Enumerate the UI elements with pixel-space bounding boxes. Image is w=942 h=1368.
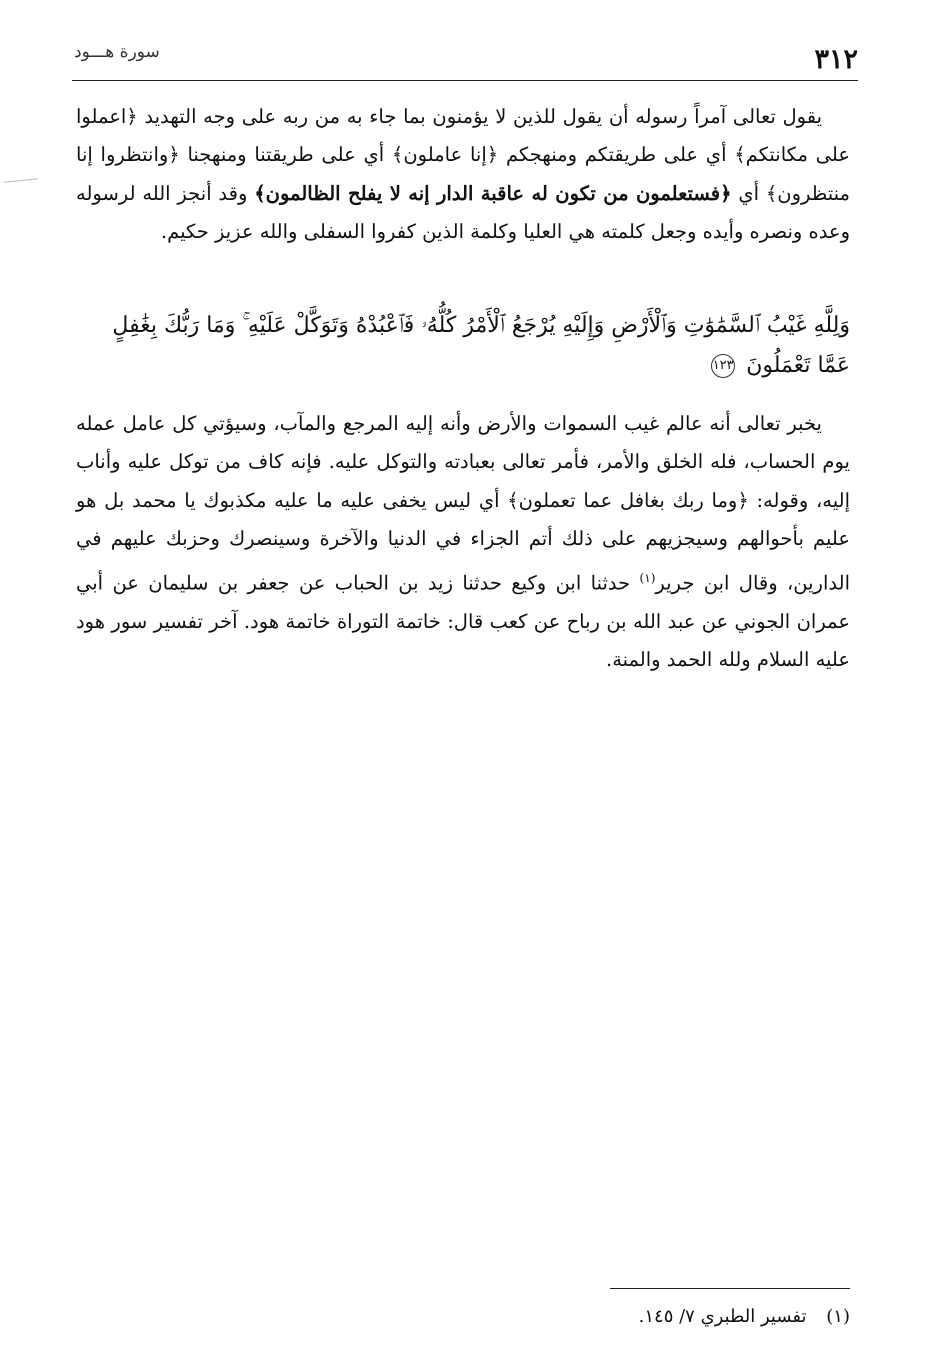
text-run: وقد أنجز الله لرسوله وعده ونصره وأيده وجعل كلمته هي العليا وكلمة الذين كفروا السفلى والله عزيز حكيم. — [76, 181, 850, 244]
text-run: يقول تعالى آمراً رسوله أن يقول للذين لا يؤمنون بما جاء به من ربه على وجه التهديد — [137, 105, 822, 128]
scan-artifact — [4, 178, 38, 183]
footnote — [639, 1306, 850, 1327]
quran-quote: ﴿اعملوا على مكانتكم﴾ — [76, 105, 850, 167]
quran-quote-bold: ﴿فستعلمون من تكون له عاقبة الدار إنه لا يفلح الظالمون﴾ — [254, 181, 732, 205]
footnote-marker: (١) — [826, 1306, 850, 1327]
text-run: أي على طريقتنا ومنهجنا — [179, 143, 392, 167]
surah-title: سورة هـــود — [74, 42, 160, 62]
text-run: أي — [731, 181, 766, 205]
footnote-divider — [610, 1288, 850, 1289]
paragraph — [76, 405, 850, 679]
quran-verse — [76, 306, 850, 386]
footnote-reference: (١) — [639, 570, 656, 585]
quran-quote: ﴿وما ربك بغافل عما تعملون﴾ — [507, 488, 749, 512]
quran-quote: ﴿إنا عاملون﴾ — [391, 143, 499, 167]
text-run: أي ليس يخفى عليه ما عليه مكذبوك يا محمد بل هو عليم بأحوالهم وسيجزيهم على ذلك أتم الجزاء في الدنيا والآخرة وسينصرك وحزبك عليهم في الدارين، وقال ابن جرير — [76, 488, 850, 595]
commentary-paragraph-1 — [76, 98, 850, 252]
commentary-paragraph-2 — [76, 405, 850, 679]
text-run: أي على طريقتكم ومنهجكم — [498, 143, 735, 167]
text-run: يخبر تعالى أنه عالم غيب السموات والأرض وأنه إليه المرجع والمآب، وسيؤتي كل عامل عمله يوم الحساب، فله الخلق والأمر، فأمر تعالى بعبادته والتوكل عليه. فإنه كاف من توكل عليه وأناب إليه، وقوله: — [76, 412, 851, 512]
paragraph — [76, 98, 850, 252]
footnote-text: تفسير الطبري ٧/ ١٤٥. — [638, 1306, 807, 1327]
page-number: ٣١٢ — [814, 44, 858, 75]
verse-text: وَلِلَّهِ غَيْبُ ٱلسَّمَٰوَٰتِ وَٱلْأَرْضِ وَإِلَيْهِ يُرْجَعُ ٱلْأَمْرُ كُلُّهُۥ فَٱعْبُدْهُ وَتَوَكَّلْ عَلَيْهِ ۚ وَمَا رَبُّكَ بِغَٰفِلٍ عَمَّا تَعْمَلُونَ — [112, 313, 850, 378]
quran-quote: ﴿وانتظروا إنا منتظرون﴾ — [76, 143, 850, 205]
text-run: حدثنا ابن وكيع حدثنا زيد بن الحباب عن جعفر بن سليمان عن أبي عمران الجوني عن عبد الله بن رباح عن كعب قال: خاتمة التوراة خاتمة هود. آخر تفسير سور هود عليه السلام ولله الحمد والمنة. — [76, 571, 850, 671]
ayah-number-marker: ١٢٣ — [711, 354, 735, 378]
running-header — [72, 36, 858, 81]
